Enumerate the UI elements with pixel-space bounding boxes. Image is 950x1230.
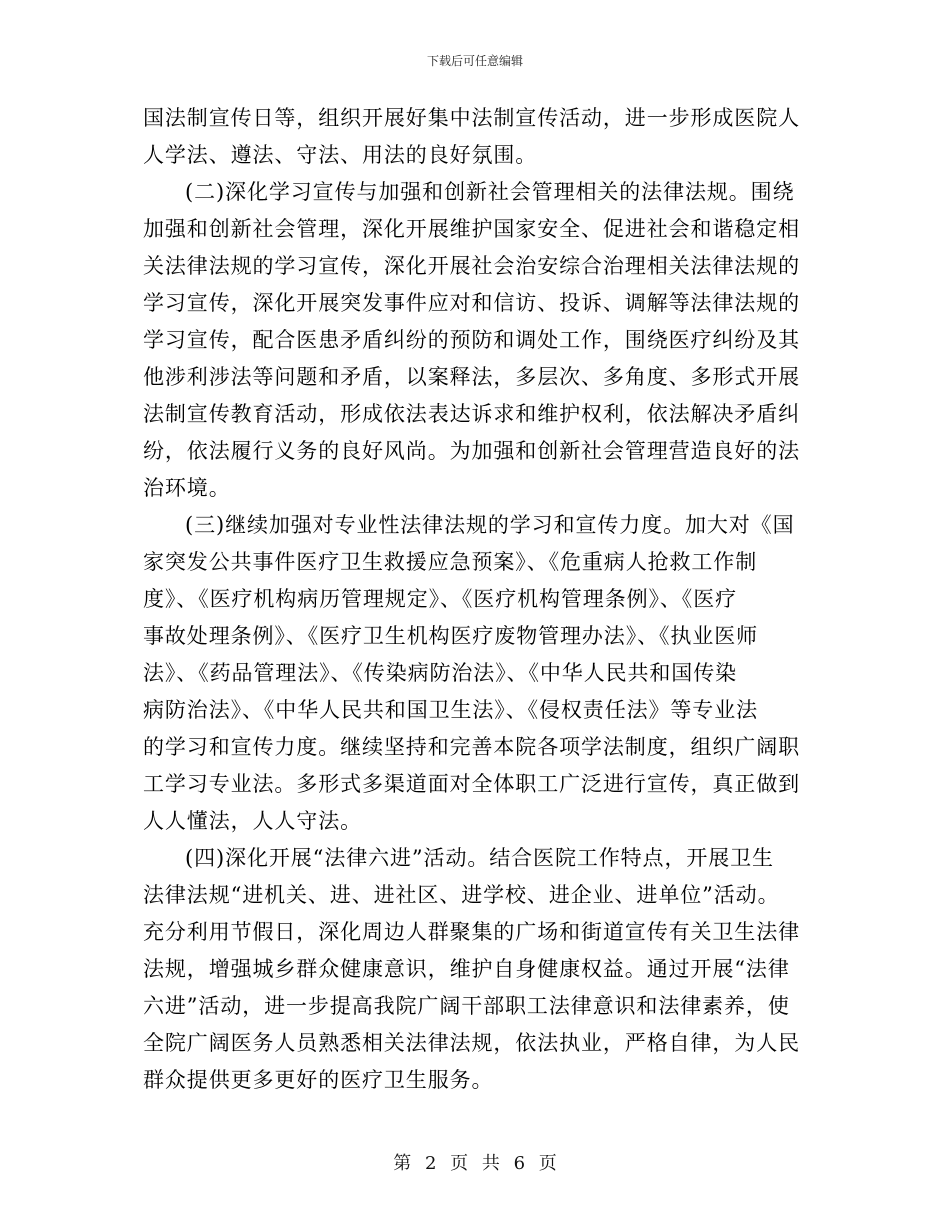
body-line: 加强和创新社会管理，深化开展维护国家安全、促进社会和谐稳定相: [143, 217, 800, 241]
body-line: 法》、《药品管理法》、《传染病防治法》、《中华人民共和国传染: [143, 661, 737, 685]
footer-label-ye-2: 页: [538, 1153, 557, 1174]
body-line: 关法律法规的学习宣传，深化开展社会治安综合治理相关法律法规的: [143, 254, 800, 278]
current-page-number: 2: [424, 1153, 437, 1174]
body-line: 充分利用节假日，深化周边人群聚集的广场和街道宣传有关卫生法律: [143, 920, 800, 944]
document-body: [143, 100, 799, 1099]
body-line: 工学习专业法。多形式多渠道面对全体职工广泛进行宣传，真正做到: [143, 772, 800, 796]
body-line: 法规，增强城乡群众健康意识，维护自身健康权益。通过开展“法律: [143, 957, 790, 981]
body-line: 人学法、遵法、守法、用法的良好氛围。: [143, 143, 538, 167]
body-line: 纷，依法履行义务的良好风尚。为加强和创新社会管理营造良好的法: [143, 439, 800, 463]
paragraph-start-line: (三)继续加强对专业性法律法规的学习和宣传力度。加大对《国: [185, 513, 795, 537]
body-line: 的学习和宣传力度。继续坚持和完善本院各项学法制度，组织广阔职: [143, 735, 800, 759]
body-line: 六进”活动，进一步提高我院广阔干部职工法律意识和法律素养，使: [143, 994, 790, 1018]
paragraph-start-line: (四)深化开展“法律六进”活动。结合医院工作特点，开展卫生: [185, 846, 774, 870]
footer-label-di: 第: [393, 1153, 412, 1174]
body-line: 治环境。: [143, 476, 231, 500]
body-line: 学习宣传，配合医患矛盾纠纷的预防和调处工作，围绕医疗纠纷及其: [143, 328, 800, 352]
footer-label-ye: 页: [450, 1153, 469, 1174]
footer-label-gong: 共: [481, 1153, 500, 1174]
body-line: 法制宣传教育活动，形成依法表达诉求和维护权利，依法解决矛盾纠: [143, 402, 800, 426]
body-line: 家突发公共事件医疗卫生救援应急预案》、《危重病人抢救工作制: [143, 550, 758, 574]
body-line: 群众提供更多更好的医疗卫生服务。: [143, 1068, 494, 1092]
body-line: 人人懂法，人人守法。: [143, 809, 362, 833]
body-line: 病防治法》、《中华人民共和国卫生法》、《侵权责任法》等专业法: [143, 698, 758, 722]
page-footer: [0, 1152, 950, 1176]
body-line: 全院广阔医务人员熟悉相关法律法规，依法执业，严格自律，为人民: [143, 1031, 800, 1055]
body-line: 度》、《医疗机构病历管理规定》、《医疗机构管理条例》、《医疗: [143, 587, 737, 611]
body-line: 他涉利涉法等问题和矛盾，以案释法，多层次、多角度、多形式开展: [143, 365, 800, 389]
body-line: 事故处理条例》、《医疗卫生机构医疗废物管理办法》、《执业医师: [143, 624, 758, 648]
page-header: 下载后可任意编辑: [426, 54, 523, 68]
total-page-number: 6: [513, 1153, 526, 1174]
body-line: 学习宣传，深化开展突发事件应对和信访、投诉、调解等法律法规的: [143, 291, 800, 315]
body-line: 国法制宣传日等，组织开展好集中法制宣传活动，进一步形成医院人: [143, 106, 800, 130]
body-line: 法律法规“进机关、进、进社区、进学校、进企业、进单位”活动。: [143, 883, 780, 907]
paragraph-start-line: (二)深化学习宣传与加强和创新社会管理相关的法律法规。围绕: [185, 180, 795, 204]
